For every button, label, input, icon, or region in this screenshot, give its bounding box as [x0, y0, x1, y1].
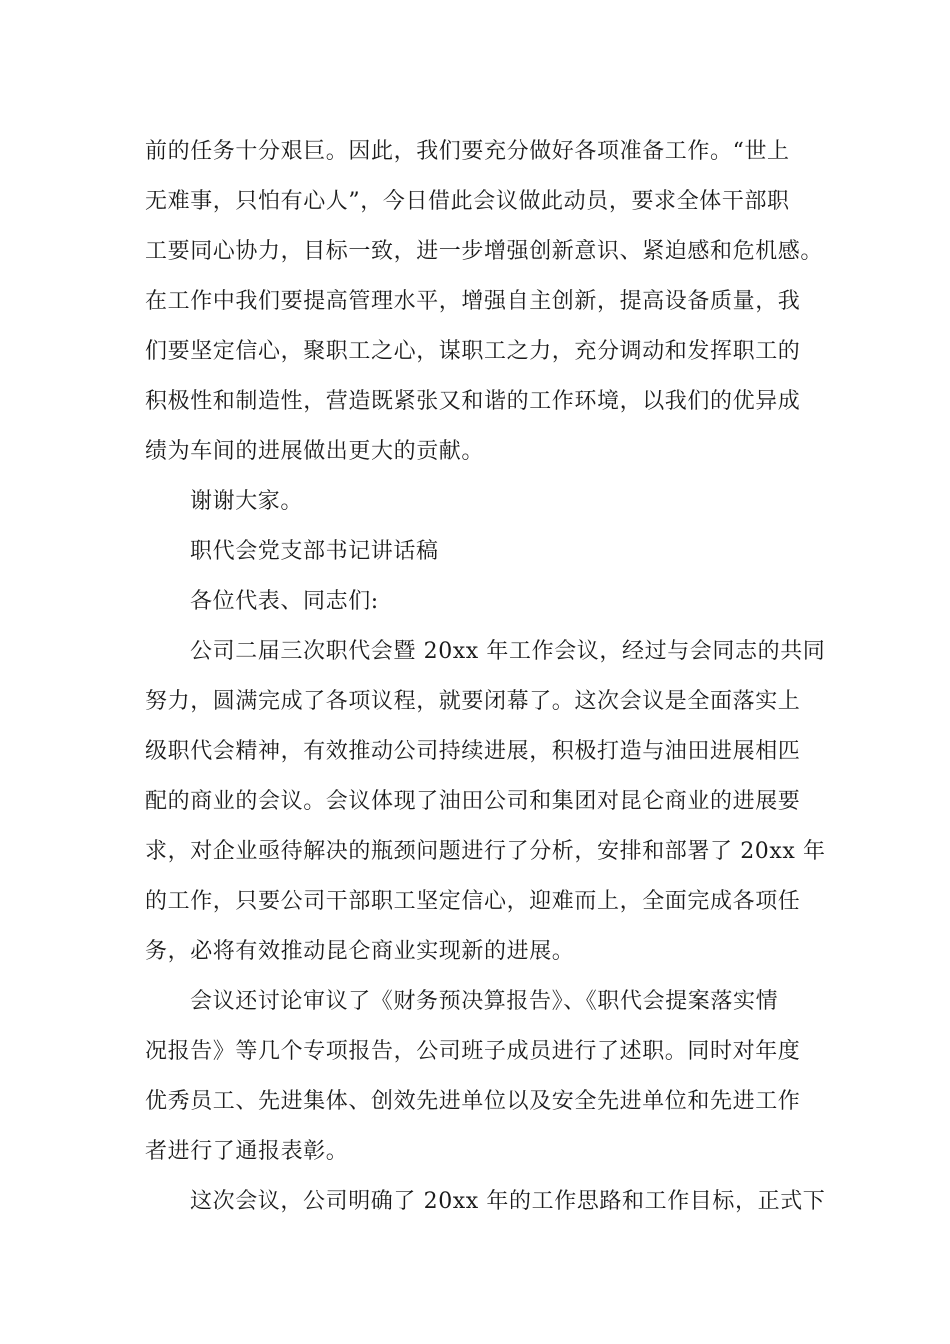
paragraph-line: 工要同心协力，目标一致，进一步增强创新意识、紧迫感和危机感。: [145, 239, 824, 264]
paragraph-line: 绩为车间的进展做出更大的贡献。: [145, 439, 485, 464]
paragraph-line: 公司二届三次职代会暨 20xx 年工作会议，经过与会同志的共同: [190, 639, 826, 664]
paragraph-line: 者进行了通报表彰。: [145, 1139, 349, 1164]
paragraph-line: 积极性和制造性，营造既紧张又和谐的工作环境，以我们的优异成: [145, 389, 801, 414]
paragraph-line: 务，必将有效推动昆仑商业实现新的进展。: [145, 939, 575, 964]
paragraph-line: 优秀员工、先进集体、创效先进单位以及安全先进单位和先进工作: [145, 1089, 801, 1114]
paragraph-line: 这次会议，公司明确了 20xx 年的工作思路和工作目标，正式下: [190, 1189, 826, 1214]
salutation: 各位代表、同志们:: [190, 589, 379, 614]
paragraph-line: 努力，圆满完成了各项议程，就要闭幕了。这次会议是全面落实上: [145, 689, 801, 714]
paragraph-line: 前的任务十分艰巨。因此，我们要充分做好各项准备工作。“世上: [145, 139, 790, 164]
paragraph-line: 配的商业的会议。会议体现了油田公司和集团对昆仑商业的进展要: [145, 789, 801, 814]
document-title: 职代会党支部书记讲话稿: [190, 539, 439, 564]
paragraph-line: 们要坚定信心，聚职工之心，谋职工之力，充分调动和发挥职工的: [145, 339, 801, 364]
paragraph-line: 会议还讨论审议了《财务预决算报告》、《职代会提案落实情: [190, 989, 779, 1014]
closing-line: 谢谢大家。: [190, 489, 304, 514]
paragraph-line: 求，对企业亟待解决的瓶颈问题进行了分析，安排和部署了 20xx 年: [145, 839, 826, 864]
paragraph-line: 况报告》等几个专项报告，公司班子成员进行了述职。同时对年度: [145, 1039, 801, 1064]
paragraph-line: 在工作中我们要提高管理水平，增强自主创新，提高设备质量，我: [145, 289, 801, 314]
paragraph-line: 级职代会精神，有效推动公司持续进展，积极打造与油田进展相匹: [145, 739, 801, 764]
paragraph-line: 的工作，只要公司干部职工坚定信心，迎难而上，全面完成各项任: [145, 889, 801, 914]
paragraph-line: 无难事，只怕有心人”，今日借此会议做此动员，要求全体干部职: [145, 189, 790, 214]
